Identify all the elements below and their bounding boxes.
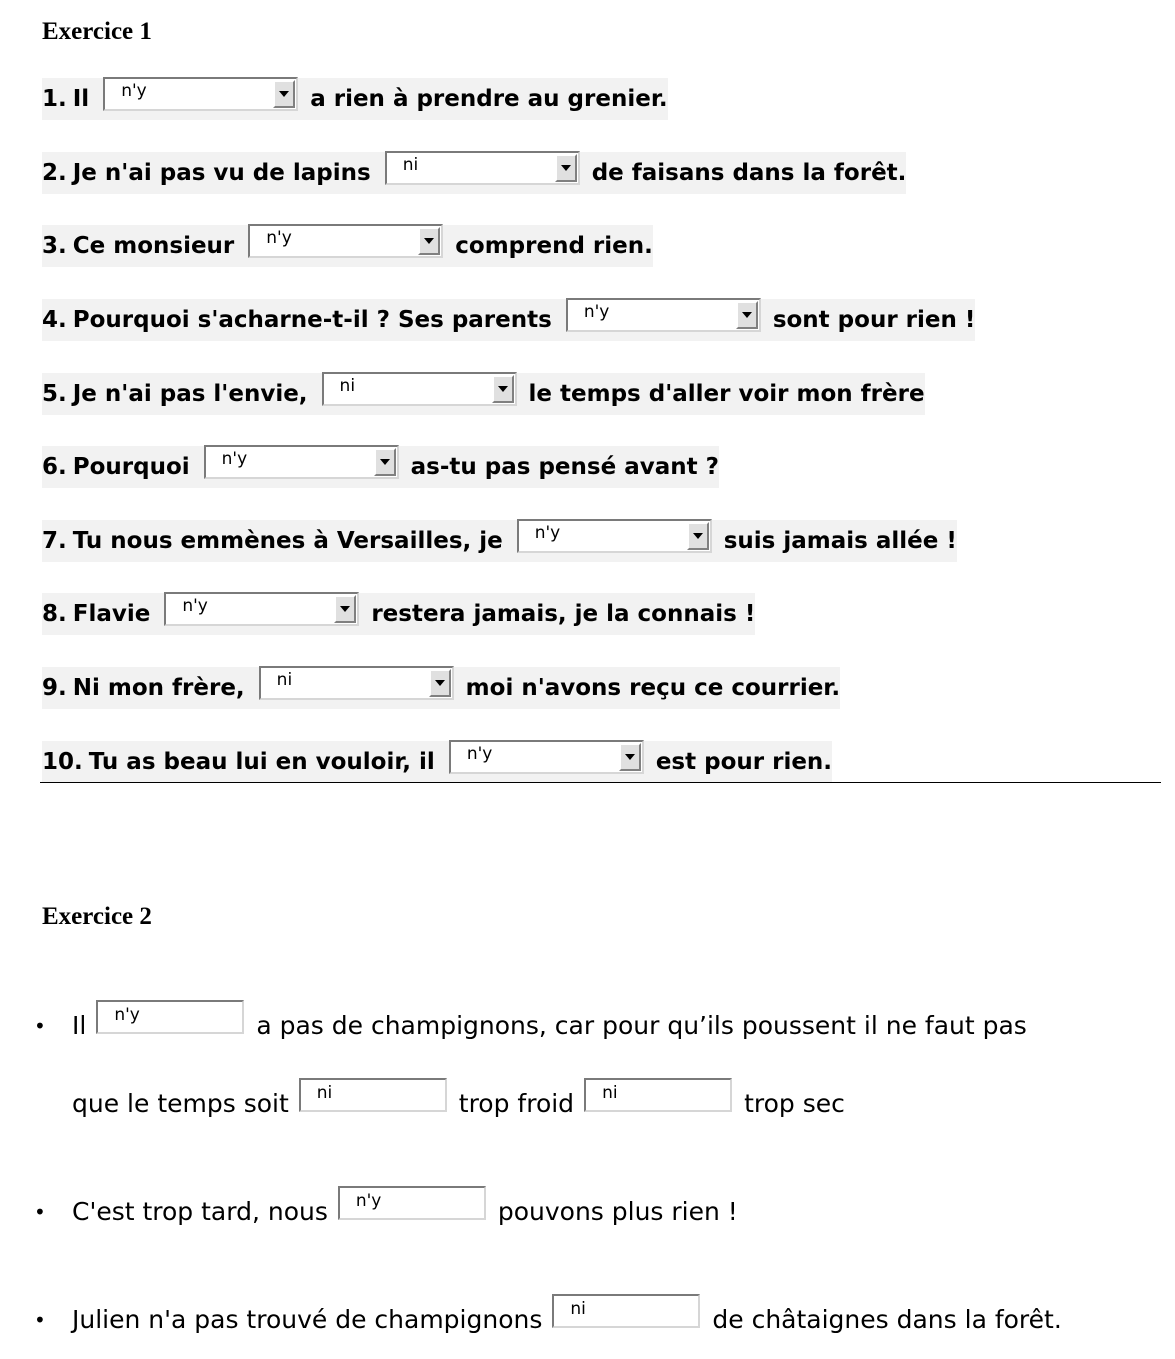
question-text-after: as-tu pas pensé avant ? bbox=[410, 454, 719, 480]
answer-dropdown[interactable] bbox=[322, 372, 517, 406]
answer-dropdown[interactable] bbox=[164, 592, 359, 626]
question-text-before: Ce monsieur bbox=[72, 233, 235, 259]
bullet: • bbox=[34, 1014, 46, 1038]
dropdown-selected-value: n'y bbox=[182, 596, 208, 616]
answer-dropdown[interactable] bbox=[103, 77, 298, 111]
question-text-before: Pourquoi s'acharne-t-il ? Ses parents bbox=[72, 307, 552, 333]
question-text-after: restera jamais, je la connais ! bbox=[371, 601, 756, 627]
question-row bbox=[42, 373, 925, 415]
question-number: 9. bbox=[42, 675, 67, 701]
chevron-down-icon[interactable] bbox=[334, 595, 356, 623]
ex2-text: Il bbox=[72, 1010, 87, 1040]
question-text-before: Je n'ai pas l'envie, bbox=[72, 381, 308, 407]
question-number: 3. bbox=[42, 233, 67, 259]
answer-dropdown[interactable] bbox=[248, 224, 443, 258]
dropdown-selected-value: ni bbox=[402, 155, 419, 175]
ex2-text: de châtaignes dans la forêt. bbox=[712, 1304, 1062, 1334]
chevron-down-icon[interactable] bbox=[418, 227, 440, 255]
dropdown-selected-value: n'y bbox=[121, 81, 147, 101]
dropdown-selected-value: n'y bbox=[266, 228, 292, 248]
question-text-after: suis jamais allée ! bbox=[723, 528, 957, 554]
dropdown-selected-value: ni bbox=[276, 670, 293, 690]
exercise2-title: Exercice 2 bbox=[42, 903, 152, 930]
answer-input[interactable]: ni bbox=[584, 1078, 732, 1112]
question-number: 6. bbox=[42, 454, 67, 480]
question-number: 8. bbox=[42, 601, 67, 627]
answer-input[interactable]: n'y bbox=[96, 1000, 244, 1034]
question-text-after: moi n'avons reçu ce courrier. bbox=[465, 675, 841, 701]
dropdown-selected-value: n'y bbox=[221, 449, 248, 469]
question-row bbox=[42, 225, 653, 267]
ex2-item1-line1 bbox=[72, 1005, 1027, 1042]
question-number: 5. bbox=[42, 381, 67, 407]
ex2-text: C'est trop tard, nous bbox=[72, 1196, 328, 1226]
question-row bbox=[42, 741, 832, 783]
question-text-before: Pourquoi bbox=[72, 454, 190, 480]
question-number: 10. bbox=[42, 749, 83, 775]
dropdown-selected-value: n'y bbox=[534, 523, 561, 543]
question-text-before: Je n'ai pas vu de lapins bbox=[72, 160, 371, 186]
question-row bbox=[42, 78, 668, 120]
question-text-before: Tu nous emmènes à Versailles, je bbox=[72, 528, 503, 554]
answer-dropdown[interactable] bbox=[566, 298, 761, 332]
question-number: 4. bbox=[42, 307, 67, 333]
question-text-before: Tu as beau lui en vouloir, il bbox=[88, 749, 435, 775]
question-text-after: le temps d'aller voir mon frère bbox=[528, 381, 925, 407]
question-row bbox=[42, 299, 975, 341]
dropdown-selected-value: n'y bbox=[466, 744, 493, 764]
question-row bbox=[42, 593, 755, 635]
dropdown-selected-value: ni bbox=[339, 376, 356, 396]
question-row bbox=[42, 152, 906, 194]
ex2-item3 bbox=[72, 1299, 1062, 1336]
bullet: • bbox=[34, 1200, 46, 1224]
question-number: 1. bbox=[42, 86, 67, 112]
ex2-text: que le temps soit bbox=[72, 1088, 289, 1118]
ex2-text: a pas de champignons, car pour qu’ils poussent il ne faut pas bbox=[256, 1010, 1027, 1040]
ex2-item2 bbox=[72, 1191, 738, 1228]
bullet: • bbox=[34, 1308, 46, 1332]
ex2-item1-line2 bbox=[72, 1083, 845, 1120]
question-text-after: comprend rien. bbox=[455, 233, 653, 259]
chevron-down-icon[interactable] bbox=[273, 80, 295, 108]
question-number: 7. bbox=[42, 528, 67, 554]
answer-dropdown[interactable] bbox=[204, 445, 399, 479]
answer-input[interactable]: ni bbox=[552, 1294, 700, 1328]
chevron-down-icon[interactable] bbox=[687, 522, 709, 550]
question-text-before: Flavie bbox=[72, 601, 151, 627]
question-row bbox=[42, 446, 719, 488]
question-text-before: Il bbox=[72, 86, 90, 112]
ex2-text: trop sec bbox=[744, 1088, 845, 1118]
question-text-after: est pour rien. bbox=[655, 749, 833, 775]
section-divider bbox=[40, 782, 1161, 783]
answer-dropdown[interactable] bbox=[449, 740, 644, 774]
answer-dropdown[interactable] bbox=[385, 151, 580, 185]
question-text-after: de faisans dans la forêt. bbox=[591, 160, 907, 186]
answer-dropdown[interactable] bbox=[259, 666, 454, 700]
ex2-text: Julien n'a pas trouvé de champignons bbox=[72, 1304, 543, 1334]
question-text-after: sont pour rien ! bbox=[772, 307, 976, 333]
chevron-down-icon[interactable] bbox=[374, 448, 396, 476]
ex2-text: trop froid bbox=[458, 1088, 575, 1118]
answer-input[interactable]: ni bbox=[299, 1078, 447, 1112]
question-text-after: a rien à prendre au grenier. bbox=[310, 86, 668, 112]
chevron-down-icon[interactable] bbox=[736, 301, 758, 329]
question-number: 2. bbox=[42, 160, 67, 186]
chevron-down-icon[interactable] bbox=[492, 375, 514, 403]
question-row bbox=[42, 667, 840, 709]
ex2-text: pouvons plus rien ! bbox=[497, 1196, 738, 1226]
dropdown-selected-value: n'y bbox=[583, 302, 610, 322]
exercise1-title: Exercice 1 bbox=[42, 18, 152, 45]
question-row bbox=[42, 520, 957, 562]
chevron-down-icon[interactable] bbox=[619, 743, 641, 771]
chevron-down-icon[interactable] bbox=[555, 154, 577, 182]
chevron-down-icon[interactable] bbox=[429, 669, 451, 697]
answer-input[interactable]: n'y bbox=[338, 1186, 486, 1220]
question-text-before: Ni mon frère, bbox=[72, 675, 245, 701]
answer-dropdown[interactable] bbox=[517, 519, 712, 553]
